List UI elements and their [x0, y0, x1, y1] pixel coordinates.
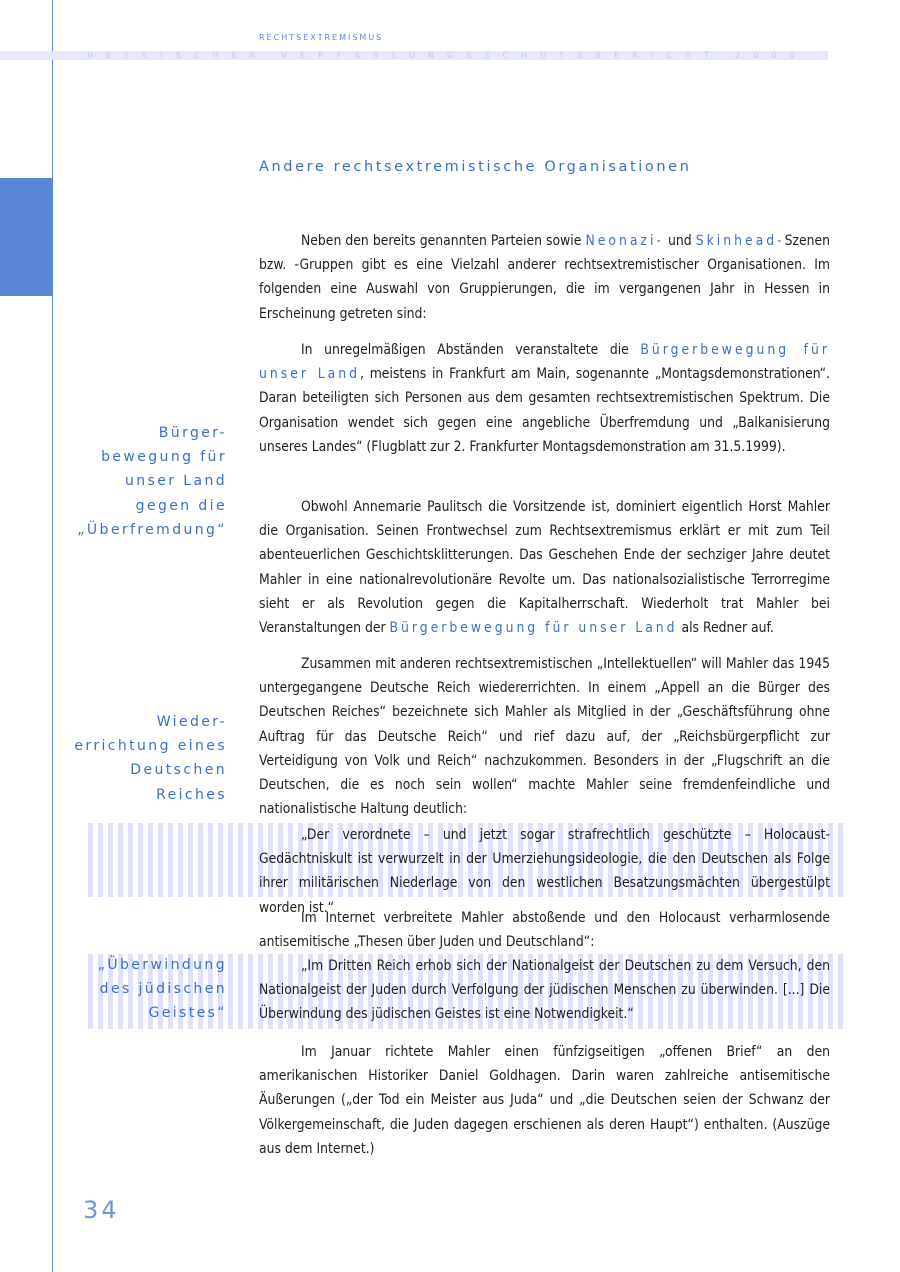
margin-note-buergerbewegung	[50, 421, 227, 542]
paragraph-thesen: Im Internet verbreitete Mahler abstoßende und den Holocaust verharmlosende antisemitische „Thesen über Juden und Deutschland“:	[259, 910, 830, 951]
margin-note-wiedererrichtung	[50, 710, 227, 807]
band-letter: C	[502, 51, 509, 60]
paragraph-text: , meistens in Frankfurt am Main, sogenannte „Montagsdemonstrationen“. Daran beteiligten sich Personen aus dem gesamten rechtsextremistischen Spektrum. Die Organisation wendet sich gegen eine angebliche Überfremdung und „Balkanisierung unseres Landes“ (Flugblatt zur 2. Frankfurter Montagsdemonstration am 31.5.1999).	[259, 366, 831, 455]
band-letter: Z	[577, 51, 583, 60]
margin-note-line: Wieder-	[156, 714, 227, 730]
margin-note-line: Geistes“	[148, 1005, 227, 1022]
chapter-side-tab	[0, 178, 52, 296]
band-letter: E	[106, 51, 112, 60]
band-letter: S	[390, 51, 397, 60]
margin-note-line: unser Land	[125, 473, 227, 490]
band-letter: V	[281, 51, 287, 60]
band-letter: 0	[789, 51, 795, 60]
band-letter: H	[212, 51, 219, 60]
band-letter: E	[299, 51, 306, 60]
band-letter: A	[354, 51, 360, 60]
paragraph-mahler	[259, 495, 830, 640]
paragraph-text: In unregelmäßigen Abständen veranstaltete die	[301, 342, 641, 358]
paragraph-goldhagen: Im Januar richtete Mahler einen fünfzigseitigen „offenen Brief“ an den amerikanischen Historiker Daniel Goldhagen. Darin waren zahlreiche antisemitische Äußerungen („der Tod ein Meister aus Juda“ und „die Deutschen seien der Schwanz der Völkergemeinschaft, die Juden dagegen erschienen als deren Haupt“) enthalten. (Auszüge aus dem Internet.)	[259, 1044, 830, 1157]
quote-holocaust-kult: „Der verordnete – und jetzt sogar strafrechtlich geschützte – Holocaust-Gedächtniskult ist verwurzelt in der Umerziehungsideologie, die den Deutschen als Folge ihrer militärischen Niederlage von den westlichen Besatzungsmächten übergestülpt worden ist.“	[259, 827, 830, 916]
highlight-skinhead: Skinhead-	[695, 233, 785, 249]
margin-note-ueberwindung	[50, 953, 227, 1026]
band-letter: N	[428, 51, 434, 60]
paragraph-text: Obwohl Annemarie Paulitsch die Vorsitzende ist, dominiert eigentlich Horst Mahler die Organisation. Seinen Frontwechsel zum Rechtsextremismus erklärt er mit zum Teil abenteuerlichen Geschichtsklitterungen. Das Geschehen Ende der sechziger Jahre deutet Mahler in eine nationalrevolutionäre Revolte um. Das nationalsozialistische Terrorregime sieht er als Revolution gegen die Kapitalherrschaft. Wiederholt trat Mahler bei Veranstaltungen der	[259, 499, 830, 637]
band-letter: S	[466, 51, 472, 60]
band-letter: U	[409, 51, 415, 60]
page-number: 34	[83, 1196, 120, 1224]
band-letter: S	[124, 51, 130, 60]
margin-note-line: gegen die	[135, 497, 227, 514]
band-letter: E	[231, 51, 237, 60]
paragraph-deutsches-reich: Zusammen mit anderen rechtsextremistischen „Intellektuellen“ will Mahler das 1945 untergegangene Deutsche Reich wiedererrichten. In einem „Appell an die Bürger des Deutschen Reiches“ bezeichnete sich Mahler als Mitglied in der „Geschäftsführung ohne Auftrag für das Deutsche Reich“ und rief dazu auf, der „Reichsbürgerpflicht zur Verteidigung von Volk und Reich“ nachzukommen. Besonders in der „Flugschrift an die Deutschen, die es noch sein wollen“ machte Mahler seine fremdenfeindliche und nationalistische Haltung deutlich:	[259, 656, 830, 818]
margin-note-line: Deutschen	[130, 762, 227, 779]
highlight-organisation: Bürgerbewegung für unser Land	[259, 342, 830, 383]
band-letter: I	[650, 51, 654, 60]
band-letter: T	[704, 51, 709, 60]
highlight-neonazi: Neonazi-	[585, 233, 664, 249]
margin-note-line: bewegung für	[101, 449, 227, 466]
band-letter: 0	[771, 51, 777, 60]
band-letter: S	[484, 51, 490, 60]
section-heading: Andere rechtsextremistische Organisationen	[259, 159, 692, 175]
margin-note-line: „Überfremdung“	[77, 521, 227, 538]
paragraph-buergerbewegung	[259, 338, 830, 459]
paragraph-text: als Redner auf.	[677, 620, 774, 637]
band-letter: H	[87, 51, 94, 60]
margin-note-line: Bürger-	[158, 425, 227, 441]
band-letter: H	[684, 51, 691, 60]
margin-note-line: des jüdischen	[99, 981, 227, 998]
band-letter: B	[595, 51, 602, 60]
band-letter: R	[318, 51, 324, 60]
band-letter: G	[447, 51, 454, 60]
band-letter: F	[336, 51, 342, 60]
highlight-organisation: Bürgerbewegung für unser Land	[389, 620, 678, 637]
band-letter: S	[372, 51, 378, 60]
band-letter: H	[521, 51, 528, 60]
band-letter: T	[559, 51, 565, 60]
band-letter: 2	[734, 51, 741, 60]
paragraph-intro	[259, 229, 830, 326]
band-letter: U	[540, 51, 547, 60]
page-margin-rule	[52, 0, 53, 1272]
margin-note-line: Reiches	[156, 786, 227, 803]
band-letter: I	[160, 51, 163, 60]
band-letter: R	[632, 51, 638, 60]
quote-drittes-reich: „Im Dritten Reich erhob sich der Nationalgeist der Deutschen zu dem Versuch, den Nationalgeist der Juden durch Verfolgung der jüdischen Menschen zu überwinden. [...] Die Überwindung des jüdischen Geistes ist eine Notwendigkeit.“	[259, 958, 830, 1023]
margin-note-line: „Überwindung	[97, 957, 227, 973]
band-letter: E	[614, 51, 620, 60]
header-band-text	[87, 51, 795, 60]
band-letter: S	[142, 51, 148, 60]
band-letter: C	[666, 51, 672, 60]
paragraph-text: Neben den bereits genannten Parteien sowie	[301, 233, 586, 249]
band-letter: 0	[753, 51, 759, 60]
margin-note-line: errichtung eines	[74, 738, 227, 755]
running-title: RECHTSEXTREMISMUS	[259, 33, 384, 42]
band-letter: R	[249, 51, 256, 60]
band-letter: C	[193, 51, 200, 60]
band-letter: S	[175, 51, 181, 60]
paragraph-text: und	[663, 233, 696, 249]
paragraph-text: Szenen bzw. -Gruppen gibt es eine Vielzahl anderer rechtsextremistischer Organisationen. Im folgenden eine Auswahl von Gruppierungen, die im vergangenen Jahr in Hessen in Erscheinung getreten sind:	[259, 233, 830, 322]
